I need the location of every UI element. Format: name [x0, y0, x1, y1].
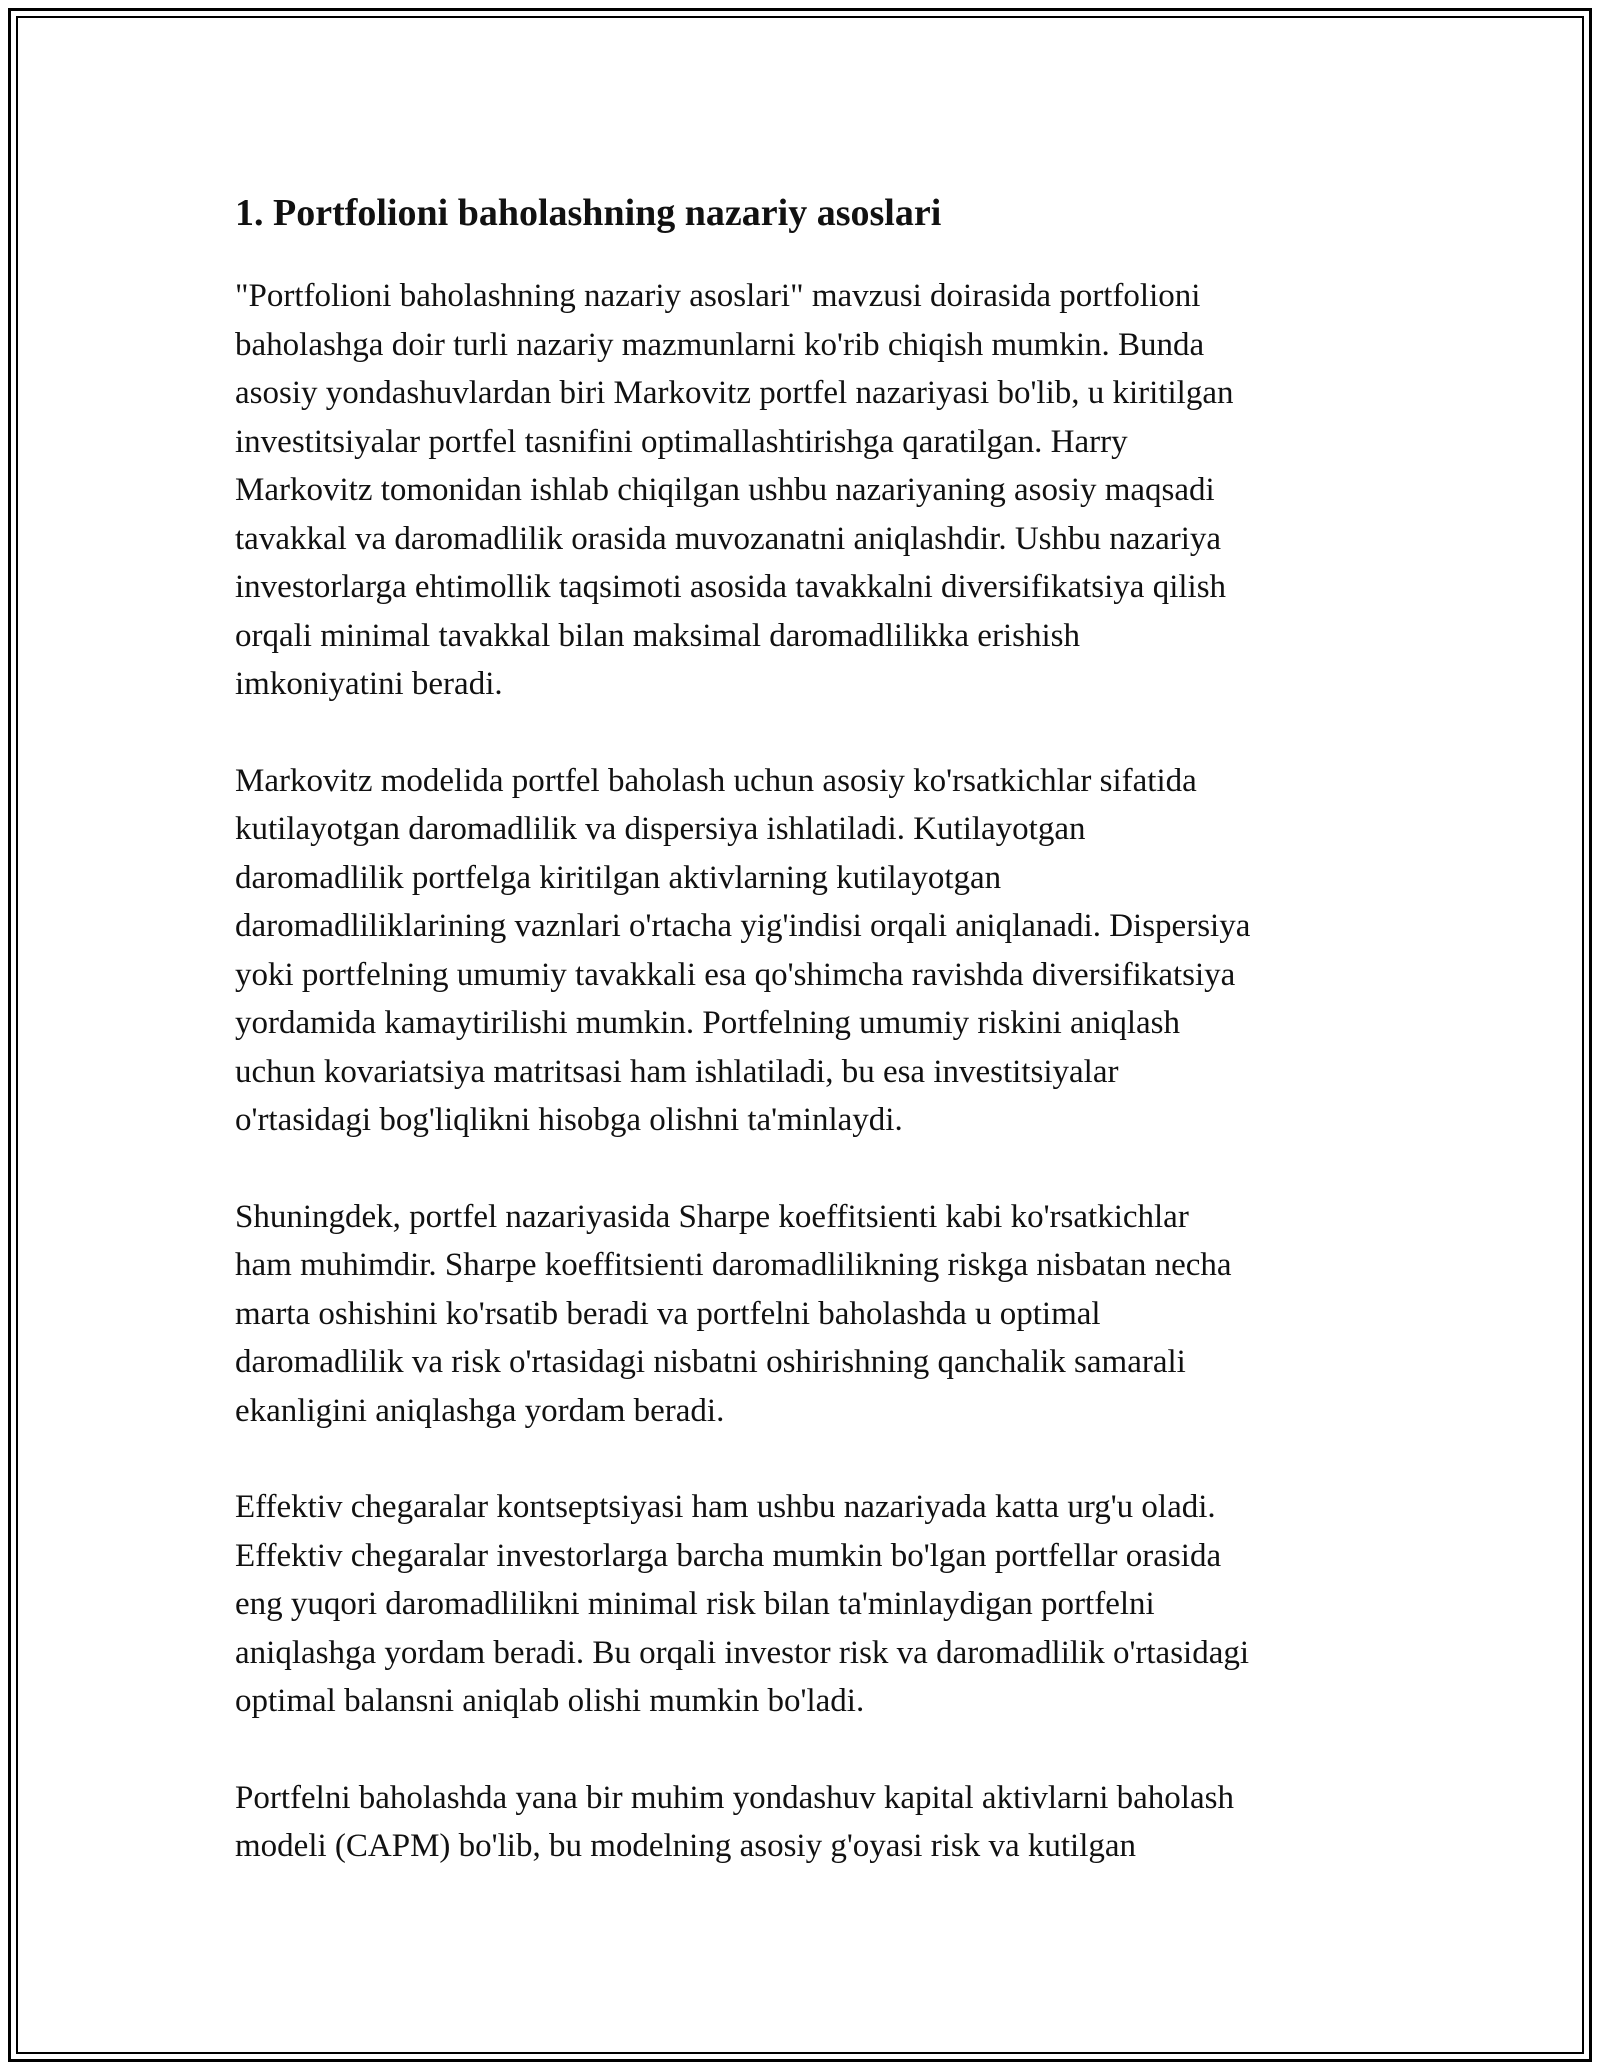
- text-line: optimal balansni aniqlab olishi mumkin bo'ladi.: [235, 1683, 865, 1719]
- text-line: Effektiv chegaralar kontseptsiyasi ham ushbu nazariyada katta urg'u oladi.: [235, 1489, 1216, 1525]
- text-line: marta oshishini ko'rsatib beradi va portfelni baholashda u optimal: [235, 1295, 1101, 1332]
- paragraph-capm: [235, 1774, 1375, 1871]
- paragraph-markovitz-intro: [235, 272, 1375, 709]
- text-line: kutilayotgan daromadlilik va dispersiya ishlatiladi. Kutilayotgan: [235, 811, 1086, 847]
- text-line: modeli (CAPM) bo'lib, bu modelning asosiy g'oyasi risk va kutilgan: [235, 1828, 1137, 1864]
- text-line: Markovitz tomonidan ishlab chiqilgan ushbu nazariyaning asosiy maqsadi: [235, 472, 1215, 508]
- paragraph-efficient-frontier: [235, 1483, 1375, 1726]
- text-line: Portfelni baholashda yana bir muhim yondashuv kapital aktivlarni baholash: [235, 1779, 1234, 1816]
- text-line: yoki portfelning umumiy tavakkali esa qo'shimcha ravishda diversifikatsiya: [235, 956, 1236, 993]
- text-line: ham muhimdir. Sharpe koeffitsienti daromadlilikning riskga nisbatan necha: [235, 1247, 1232, 1283]
- text-line: daromadliliklarining vaznlari o'rtacha yig'indisi orqali aniqlanadi. Dispersiya: [235, 908, 1251, 944]
- text-line: "Portfolioni baholashning nazariy asoslari" mavzusi doirasida portfolioni: [235, 278, 1201, 314]
- text-line: Markovitz modelida portfel baholash uchun asosiy ko'rsatkichlar sifatida: [235, 762, 1197, 799]
- text-line: daromadlilik va risk o'rtasidagi nisbatni oshirishning qanchalik samarali: [235, 1344, 1186, 1380]
- text-line: asosiy yondashuvlardan biri Markovitz portfel nazariyasi bo'lib, u kiritilgan: [235, 375, 1234, 411]
- section-heading: 1. Portfolioni baholashning nazariy asoslari: [235, 192, 942, 234]
- text-line: investitsiyalar portfel tasnifini optimallashtirishga qaratilgan. Harry: [235, 423, 1128, 460]
- text-line: uchun kovariatsiya matritsasi ham ishlatiladi, bu esa investitsiyalar: [235, 1053, 1119, 1090]
- paragraph-markovitz-model: [235, 757, 1375, 1145]
- text-line: investorlarga ehtimollik taqsimoti asosida tavakkalni diversifikatsiya qilish: [235, 569, 1227, 605]
- text-line: ekanligini aniqlashga yordam beradi.: [235, 1392, 725, 1429]
- text-line: yordamida kamaytirilishi mumkin. Portfelning umumiy riskini aniqlash: [235, 1005, 1180, 1041]
- text-line: baholashga doir turli nazariy mazmunlarni ko'rib chiqish mumkin. Bunda: [235, 326, 1205, 363]
- text-line: eng yuqori daromadlilikni minimal risk bilan ta'minlaydigan portfelni: [235, 1586, 1155, 1622]
- text-line: Effektiv chegaralar investorlarga barcha mumkin bo'lgan portfellar orasida: [235, 1537, 1222, 1574]
- text-line: o'rtasidagi bog'liqlikni hisobga olishni ta'minlaydi.: [235, 1102, 903, 1138]
- text-line: Shuningdek, portfel nazariyasida Sharpe koeffitsienti kabi ko'rsatkichlar: [235, 1198, 1189, 1235]
- text-line: aniqlashga yordam beradi. Bu orqali investor risk va daromadlilik o'rtasidagi: [235, 1634, 1250, 1671]
- text-line: orqali minimal tavakkal bilan maksimal daromadlilikka erishish: [235, 617, 1080, 654]
- paragraph-sharpe: [235, 1193, 1375, 1436]
- text-line: daromadlilik portfelga kiritilgan aktivlarning kutilayotgan: [235, 859, 1002, 896]
- document-body: [235, 184, 1375, 1919]
- text-line: tavakkal va daromadlilik orasida muvozanatni aniqlashdir. Ushbu nazariya: [235, 520, 1222, 557]
- text-line: imkoniyatini beradi.: [235, 666, 503, 702]
